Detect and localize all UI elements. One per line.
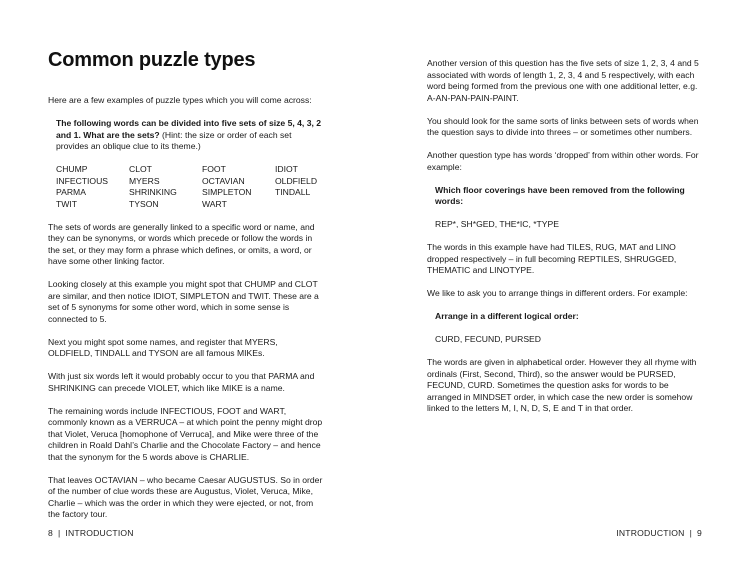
- right-page-footer: [616, 528, 702, 539]
- word-cell: INFECTIOUS: [56, 175, 109, 186]
- word-cell: TWIT: [56, 198, 77, 209]
- puzzle-question-hint: (Hint: the size or order of each set provides an oblique clue to its theme.): [56, 129, 292, 151]
- puzzle-question: Arrange in a different logical order:: [435, 311, 579, 321]
- body-paragraph: That leaves OCTAVIAN – who became Caesar AUGUSTUS. So in order of the number of clue words these are Augustus, Violet, Veruca, Mike, Charlie – which was the order in which they were ejected, or not, from the factory tour.: [48, 474, 323, 519]
- word-cell: MYERS: [129, 175, 160, 186]
- puzzle-question: Which floor coverings have been removed from the following words:: [435, 184, 685, 206]
- puzzle-example: REP*, SH*GED, THE*IC, *TYPE: [435, 219, 560, 229]
- right-page-content: [427, 58, 702, 426]
- word-cell: [275, 199, 335, 211]
- word-cell: OCTAVIAN: [202, 175, 245, 186]
- word-cell: TYSON: [129, 198, 159, 209]
- word-cell: SIMPLETON: [202, 187, 252, 197]
- body-paragraph: The sets of words are generally linked to a specific word or name, and they can be synonyms, or words which precede or follow the words in the set, or they may form a phrase which defines, or omits, a word, or have some other linking factor.: [48, 221, 315, 266]
- section-name: INTRODUCTION: [616, 528, 685, 538]
- puzzle-question: [48, 118, 324, 153]
- body-paragraph: With just six words left it would probably occur to you that PARMA and SHRINKING can precede VIOLET, which like MIKE is a name.: [48, 371, 315, 393]
- left-page-content: [48, 48, 324, 532]
- word-cell: CLOT: [129, 164, 152, 174]
- body-paragraph: The remaining words include INFECTIOUS, FOOT and WART, commonly known as a VERRUCA – at which point the penny might drop that Violet, Veruca [homophone of Verruca], and Mike were three of the children in Roald Dahl’s Charlie and the Chocolate Factory – and hence that the synonym for the 5 words above is CHARLIE.: [48, 405, 323, 462]
- left-page-footer: [48, 528, 134, 539]
- footer-separator: |: [57, 528, 61, 538]
- body-paragraph: The words are given in alphabetical order. However they all rhyme with ordinals (First, Second, Third), so the answer would be PURSED, FECUND, CURD. Sometimes the question asks for words to be arranged in MINDSET order, in which case the new order is somehow linked to the letters M, I, N, D, S, E and T in that order.: [427, 357, 697, 413]
- body-paragraph: Another version of this question has the five sets of size 1, 2, 3, 4 and 5 associated with words of length 1, 2, 3, 4 and 5 respectively, with each word being formed from the previous one with one additional letter, e.g. A-AN-PAN-PAIN-PAINT.: [427, 58, 699, 103]
- word-cell: PARMA: [56, 187, 86, 197]
- word-grid: [48, 164, 324, 210]
- word-cell: WART: [202, 198, 227, 209]
- puzzle-question-text: The following words can be divided into five sets of size 5, 4, 3, 2 and 1. What are the sets?: [56, 118, 322, 140]
- right-page: [375, 0, 750, 574]
- body-paragraph: Another question type has words ‘dropped’ from within other words. For example:: [427, 150, 699, 172]
- puzzle-example: CURD, FECUND, PURSED: [435, 334, 541, 344]
- section-name: INTRODUCTION: [65, 528, 134, 538]
- body-paragraph: The words in this example have had TILES, RUG, MAT and LINO dropped respectively – in full becoming REPTILES, SHRUGGED, THEMATIC and LINOTYPE.: [427, 242, 677, 275]
- page-number: 9: [697, 528, 702, 538]
- word-cell: CHUMP: [56, 164, 88, 174]
- body-paragraph: We like to ask you to arrange things in different orders. For example:: [427, 288, 688, 298]
- word-cell: SHRINKING: [129, 187, 177, 197]
- page-number: 8: [48, 528, 53, 538]
- footer-separator: |: [689, 528, 693, 538]
- word-cell: OLDFIELD: [275, 175, 318, 186]
- body-paragraph: Looking closely at this example you might spot that CHUMP and CLOT are similar, and then notice IDIOT, SIMPLETON and TWIT. These are a set of 5 synonyms for some other word, which in some sense is connected to 5.: [48, 279, 319, 324]
- intro-paragraph: Here are a few examples of puzzle types which you will come across:: [48, 95, 312, 105]
- page-heading: Common puzzle types: [48, 49, 256, 71]
- word-cell: TINDALL: [275, 187, 311, 197]
- word-cell: IDIOT: [275, 164, 298, 174]
- word-cell: FOOT: [202, 164, 226, 174]
- body-paragraph: Next you might spot some names, and register that MYERS, OLDFIELD, TINDALL and TYSON are all famous MIKEs.: [48, 336, 278, 358]
- body-paragraph: You should look for the same sorts of links between sets of words when the question says to divide into threes – or sometimes other numbers.: [427, 115, 699, 137]
